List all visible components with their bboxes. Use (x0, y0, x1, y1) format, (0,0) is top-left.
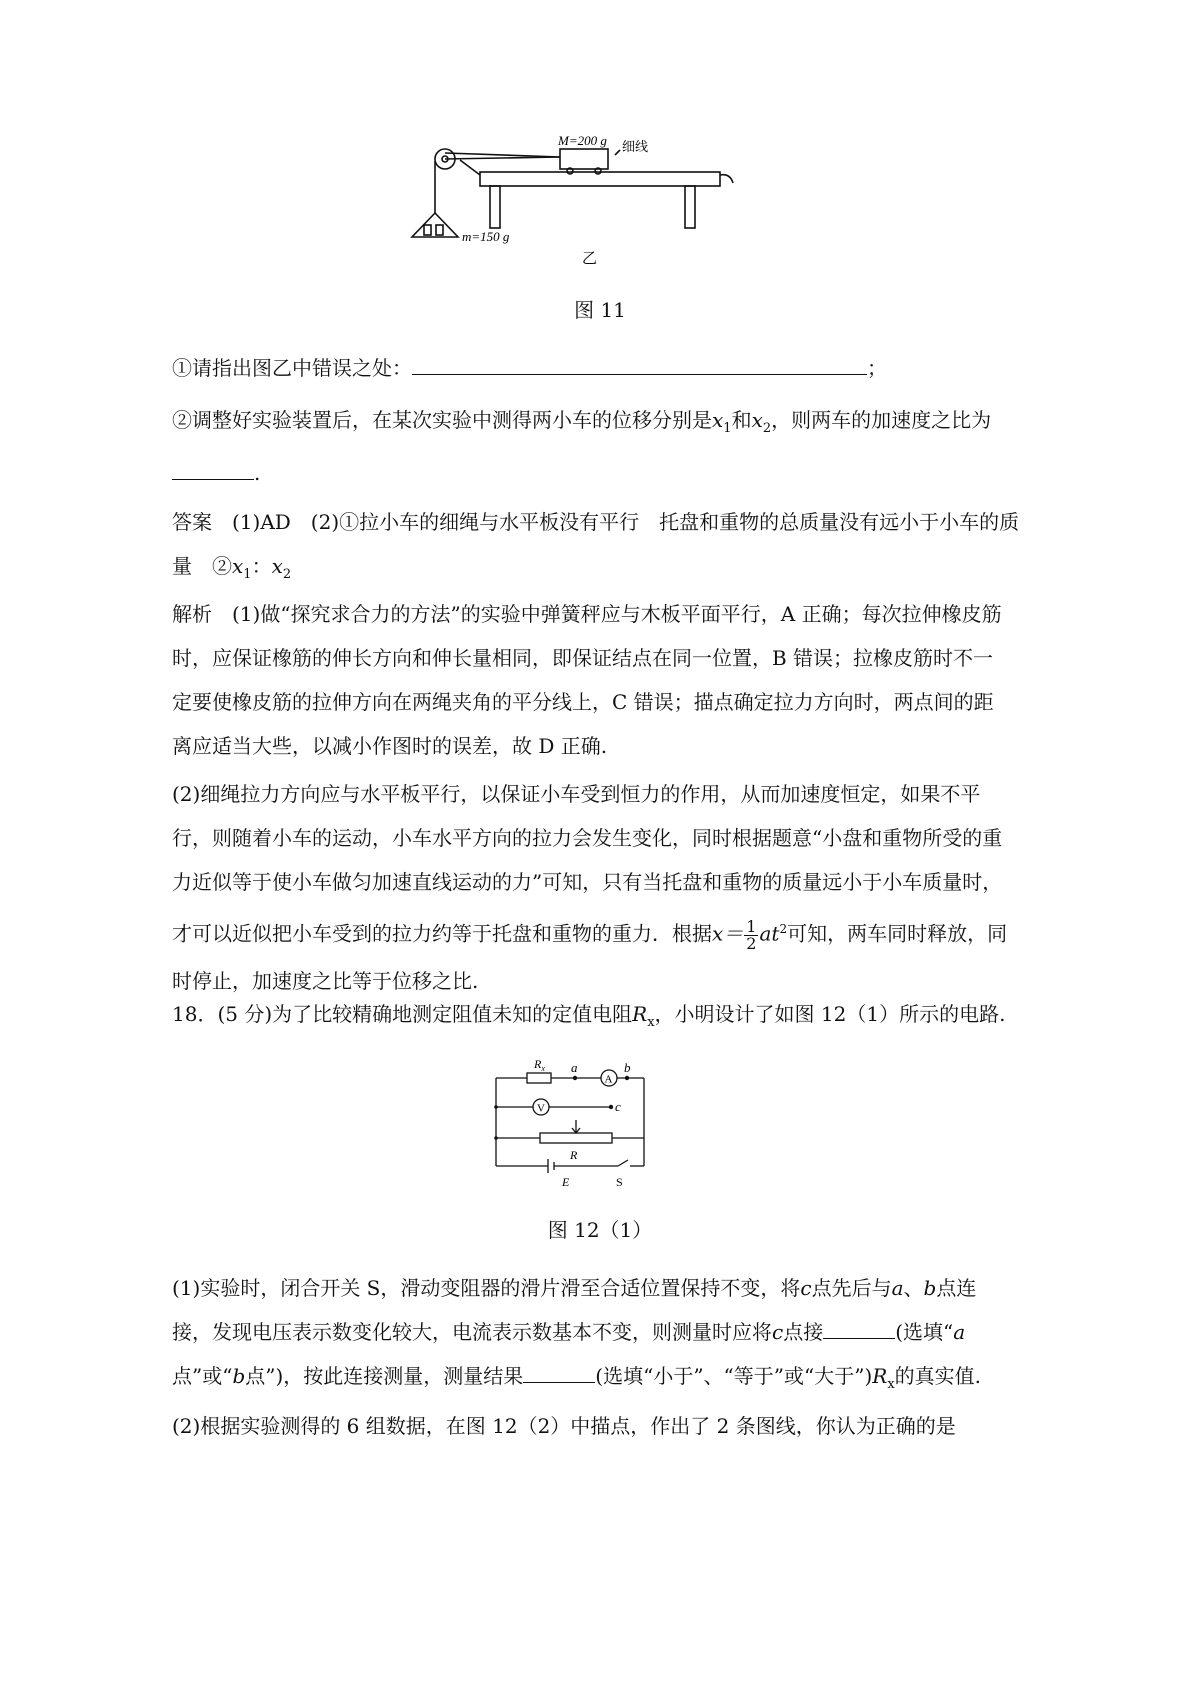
part1-blank-connect[interactable] (823, 1316, 895, 1339)
figure-11-apparatus (400, 125, 740, 275)
rx-label: $R_x$ (534, 1057, 545, 1073)
figure-sub-label: 乙 (582, 251, 598, 267)
analysis-part1: 解析 (1)做“探究求合力的方法”的实验中弹簧秤应与木板平面平行，A 正确；每次拉伸橡皮筋 时，应保证橡筋的伸长方向和伸长量相同，即保证结点在同一位置，B 错误；拉橡皮筋时不一 定要使橡皮筋的拉伸方向在两绳夹角的平分线上，C 错误；描点确定拉力方向时，两点间的距 离应适当大些，以减小作图时的误差，故 D 正确. (172, 602, 1002, 758)
tray-mass-label: m=150 g (462, 229, 510, 244)
point-a-label: a (571, 1060, 578, 1075)
ammeter-icon: A (604, 1073, 613, 1086)
q17-part2-blank[interactable] (172, 457, 254, 480)
q17-part2: ②调整好实验装置后，在某次实验中测得两小车的位移分别是$x_1$和$x_2$，则两车的加速度之比为 . (172, 408, 992, 485)
figure-12-circuit (480, 1052, 660, 1192)
figure-12-caption: 图 12（1） (547, 1218, 653, 1242)
switch-label: S (616, 1175, 623, 1189)
point-b-label: b (624, 1060, 631, 1075)
part1-blank-result[interactable] (523, 1360, 595, 1383)
q17-part1-blank[interactable] (412, 352, 867, 375)
answer-block: 答案 (1)AD (2)①拉小车的细绳与水平板没有平行 托盘和重物的总质量没有远小于小车的质 量 $②x_1$：$x_2$ (172, 510, 1020, 582)
fraction-one-half: $\frac{1}{2}$ (746, 916, 757, 953)
q17-part1: ①请指出图乙中错误之处： ； (172, 346, 1060, 390)
analysis-part2: (2)细绳拉力方向应与水平板平行，以保证小车受到恒力的作用，从而加速度恒定，如果不平 行，则随着小车的运动，小车水平方向的拉力会发生变化，同时根据题意“小盘和重物所受的重 力近似等于使小车做匀加速直线运动的力”可知，只有当托盘和重物的质量远小于小车质量时， 才可以近似把小车受到的拉力约等于托盘和重物的重力．根据x＝ $\frac{1}{2}$ $at^2$可知，两车同时释放，同 时停止，加速度之比等于位移之比. (172, 782, 1008, 993)
battery-label: E (562, 1175, 570, 1189)
figure-11-caption: 图 11 (574, 298, 626, 322)
rheostat-label: R (570, 1148, 578, 1162)
point-c-label: c (615, 1099, 621, 1114)
voltmeter-icon: V (537, 1102, 545, 1115)
formula-x: x＝ (712, 921, 744, 946)
cart-mass-label: M=200 g (558, 133, 607, 148)
question-18-intro: 18．(5 分)为了比较精确地测定阻值未知的定值电阻$R_x$，小明设计了如图 12（1）所示的电路. (172, 1002, 1006, 1030)
question-18-part1: (1)实验时，闭合开关 S，滑动变阻器的滑片滑至合适位置保持不变，将c点先后与a、b点连 接，发现电压表示数变化较大，电流表示数基本不变，则测量时应将c点接 (选填“a 点”或“b点”)，按此连接测量，测量结果 (选填“小于”、“等于”或“大于$”)R_x$的真实值. (172, 1276, 982, 1392)
string-label: 细线 (622, 139, 649, 154)
q17-part1-prompt: ①请指出图乙中错误之处： (172, 356, 412, 380)
question-18-part2: (2)根据实验测得的 6 组数据，在图 12（2）中描点，作出了 2 条图线，你认为正确的是 (172, 1414, 956, 1438)
